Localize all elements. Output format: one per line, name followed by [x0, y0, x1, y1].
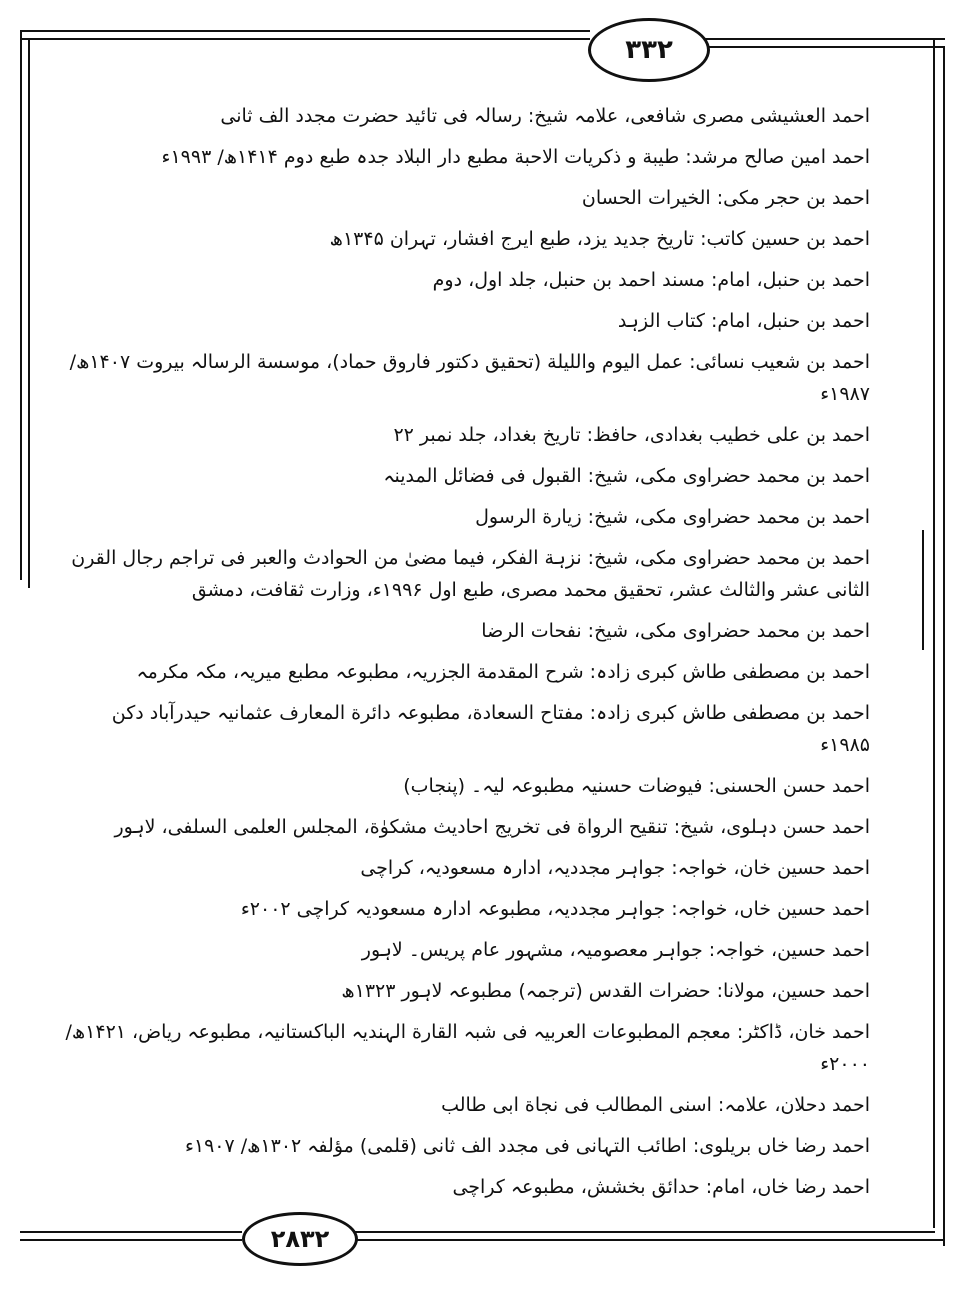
bibliography-entry: احمد بن شعیب نسائی: عمل الیوم واللیلة (تحقیق دکتور فاروق حماد)، موسسة الرسالہ بیروت ۱۴۰۷ھ/ ۱۹۸۷ء	[69, 351, 870, 405]
page-number-top: ۳۳۲	[588, 18, 710, 82]
bibliography-entry: احمد حسین، خواجہ: جواہر معصومیہ، مشہور عام پریس۔ لاہور	[361, 939, 870, 961]
bibliography-entry: احمد بن مصطفی طاش کبری زادہ: مفتاح السعادة، مطبوعہ دائرة المعارف عثمانیہ حیدرآباد دکن ۱۹۸۵ء	[111, 702, 870, 756]
frame-line	[933, 38, 935, 1228]
frame-line	[922, 530, 924, 650]
bibliography-entry: احمد امین صالح مرشد: طیبة و ذکریات الاحبة مطبع دار البلاد جدہ طبع دوم ۱۴۱۴ھ/ ۱۹۹۳ء	[161, 146, 870, 168]
bibliography-entry: احمد بن حنبل، امام: کتاب الزہد	[617, 310, 870, 332]
page-number-bottom: ۲۸۳۲	[242, 1212, 358, 1266]
bibliography-entry: احمد بن محمد حضراوی مکی، شیخ: نزہة الفکر، فیما مضیٰ من الحوادث والعبر فی تراجم رجال القرن الثانی عشر والثالث عشر، تحقیق محمد مصری، طبع اول ۱۹۹۶ء، وزارت ثقافت، دمشق	[71, 547, 870, 601]
frame-line	[20, 38, 590, 40]
bibliography-entry: احمد حسین خاں، خواجہ: جواہر مجددیہ، مطبوعہ ادارہ مسعودیہ کراچی ۲۰۰۲ء	[240, 898, 870, 920]
bibliography-entry: احمد حسین خان، خواجہ: جواہر مجددیہ، ادارہ مسعودیہ، کراچی	[360, 857, 870, 879]
bibliography-entry: احمد حسن الحسنی: فیوضات حسنیہ مطبوعہ لیہ۔ (پنجاب)	[403, 775, 870, 797]
frame-line	[705, 46, 945, 48]
bibliography-entry: احمد حسن دہلوی، شیخ: تنقیح الرواة فی تخریج احادیث مشکوٰة، المجلس العلمی السلفی، لاہور	[114, 816, 870, 838]
bibliography-entry: احمد دحلان، علامہ: اسنی المطالب فی نجاة ابی طالب	[441, 1094, 870, 1116]
bibliography-entry: احمد بن حنبل، امام: مسند احمد بن حنبل، جلد اول، دوم	[432, 269, 870, 291]
bibliography-entry: احمد بن محمد حضراوی مکی، شیخ: نفحات الرضا	[481, 620, 870, 642]
bibliography-entry: احمد بن حجر مکی: الخیرات الحسان	[581, 187, 870, 209]
bibliography-entry: احمد رضا خاں، امام: حدائق بخشش، مطبوعہ کراچی	[452, 1176, 870, 1198]
bibliography-entry: احمد خان، ڈاکٹر: معجم المطبوعات العربیہ فی شبہ القارة الہندیہ الباکستانیہ، مطبوعہ ریاض، ۱۴۲۱ھ/ ۲۰۰۰ء	[65, 1021, 870, 1075]
frame-line	[352, 1231, 935, 1233]
frame-line	[943, 46, 945, 1246]
frame-line	[352, 1239, 945, 1241]
bibliography-entry: احمد بن حسین کاتب: تاریخ جدید یزد، طبع ایرج افشار، تہران ۱۳۴۵ھ	[329, 228, 870, 250]
frame-line	[28, 38, 30, 588]
frame-line	[20, 30, 590, 32]
bibliography-entry: احمد العشیشی مصری شافعی، علامہ شیخ: رسالہ فی تائید حضرت مجدد الف ثانی	[220, 105, 870, 127]
bibliography-entry: احمد بن محمد حضراوی مکی، شیخ: القبول فی فضائل المدینہ	[383, 465, 870, 487]
bibliography-entry: احمد حسین، مولانا: حضرات القدس (ترجمہ) مطبوعہ لاہور ۱۳۲۳ھ	[341, 980, 870, 1002]
bibliography-entry: احمد بن علی خطیب بغدادی، حافظ: تاریخ بغداد، جلد نمبر ۲۲	[393, 424, 870, 446]
frame-line	[20, 1239, 242, 1241]
bibliography-entry: احمد بن محمد حضراوی مکی، شیخ: زیارة الرسول	[475, 506, 870, 528]
bibliography-entry: احمد رضا خاں بریلوی: اطائب التہانی فی مجدد الف ثانی (قلمی) مؤلفہ ۱۳۰۲ھ/ ۱۹۰۷ء	[184, 1135, 870, 1157]
frame-line	[20, 30, 22, 580]
bibliography-list	[60, 100, 870, 1212]
frame-line	[705, 38, 945, 40]
frame-line	[20, 1231, 242, 1233]
bibliography-entry: احمد بن مصطفی طاش کبری زادہ: شرح المقدمة الجزریہ، مطبوعہ مطبع میریہ، مکہ مکرمہ	[136, 661, 870, 683]
